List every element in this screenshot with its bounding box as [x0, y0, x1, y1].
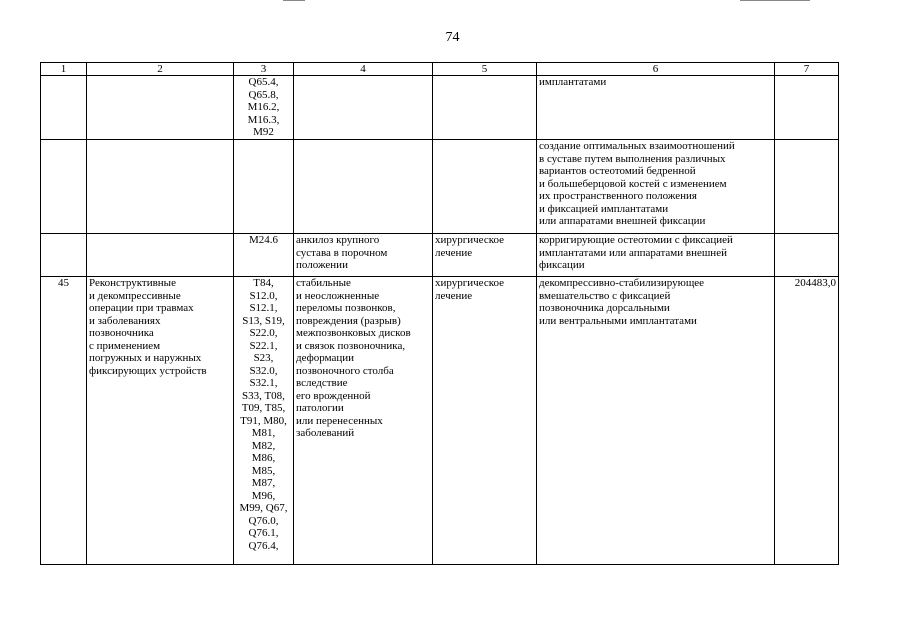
cell-codes: Q65.4, Q65.8, M16.2, M16.3, M92 [234, 76, 294, 140]
cell-name [87, 140, 234, 234]
page-number: 74 [445, 30, 460, 45]
header-cell: 6 [537, 63, 775, 76]
cell-treatment [433, 140, 537, 234]
header-row [41, 63, 839, 76]
cell-model [294, 76, 433, 140]
cell-model: стабильные и неосложненные переломы позвонков, повреждения (разрыв) межпозвонковых дисков и связок позвоночника, деформации позвоночного столба вследствие его врожденной патологии или перенесенных заболеваний [294, 277, 433, 565]
header-cell: 2 [87, 63, 234, 76]
cell-codes [234, 140, 294, 234]
header-cell: 3 [234, 63, 294, 76]
cell-method: создание оптимальных взаимоотношений в суставе путем выполнения различных вариантов остеотомий бедренной и большеберцовой костей с изменением их пространственного положения и фиксацией имплантатами или аппаратами внешней фиксации [537, 140, 775, 234]
cell-method: корригирующие остеотомии с фиксацией имплантатами или аппаратами внешней фиксации [537, 234, 775, 277]
table-row [41, 140, 839, 234]
cell-name [87, 76, 234, 140]
cell-cost [775, 76, 839, 140]
cell-name: Реконструктивные и декомпрессивные операции при травмах и заболеваниях позвоночника с применением погружных и наружных фиксирующих устройств [87, 277, 234, 565]
header-cell: 1 [41, 63, 87, 76]
scan-mark [740, 0, 810, 1]
cell-num [41, 234, 87, 277]
cell-treatment [433, 76, 537, 140]
header-cell: 4 [294, 63, 433, 76]
table-row [41, 277, 839, 565]
cell-method: имплантатами [537, 76, 775, 140]
scan-mark [283, 0, 305, 1]
cell-cost [775, 140, 839, 234]
header-cell: 5 [433, 63, 537, 76]
cell-codes: M24.6 [234, 234, 294, 277]
header-cell: 7 [775, 63, 839, 76]
cell-cost [775, 234, 839, 277]
cell-codes: T84, S12.0, S12.1, S13, S19, S22.0, S22.1, S23, S32.0, S32.1, S33, T08, T09, T85, T91, M80, M81, M82, M86, M85, M87, M96, M99, Q67, Q76.0, Q76.1, Q76.4, [234, 277, 294, 565]
cell-num [41, 76, 87, 140]
cell-model: анкилоз крупного сустава в порочном положении [294, 234, 433, 277]
cell-treatment: хирургическое лечение [433, 277, 537, 565]
cell-num [41, 140, 87, 234]
cell-name [87, 234, 234, 277]
cell-treatment: хирургическое лечение [433, 234, 537, 277]
table-row [41, 234, 839, 277]
cell-model [294, 140, 433, 234]
cell-num: 45 [41, 277, 87, 565]
cell-cost: 204483,0 [775, 277, 839, 565]
cell-method: декомпрессивно-стабилизирующее вмешательство с фиксацией позвоночника дорсальными или вентральными имплантатами [537, 277, 775, 565]
table-row [41, 76, 839, 140]
medical-services-table [40, 62, 839, 565]
